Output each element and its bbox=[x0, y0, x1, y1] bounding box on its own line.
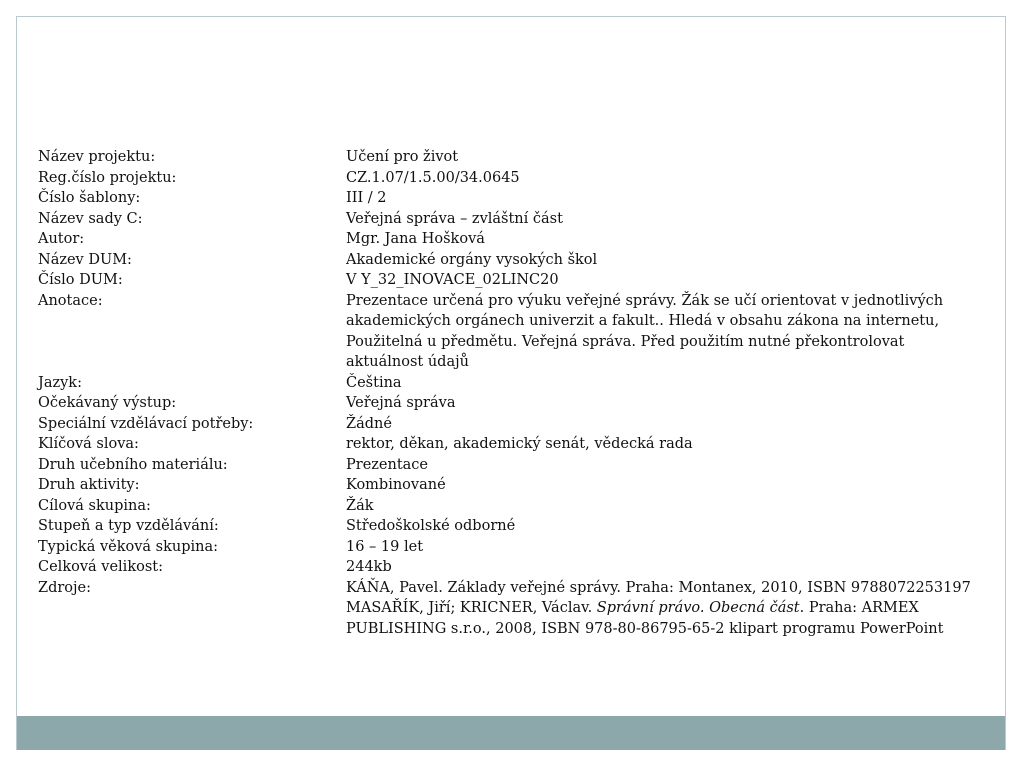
row-value: rektor, děkan, akademický senát, vědecká rada bbox=[346, 436, 693, 452]
row-value: Středoškolské odborné bbox=[346, 518, 516, 534]
metadata-table bbox=[38, 147, 998, 639]
source-text: . Praha: ARMEX bbox=[799, 600, 919, 616]
row-label: Číslo DUM: bbox=[38, 272, 123, 288]
source-title-italic: Správní právo. Obecná část bbox=[596, 600, 800, 616]
table-row bbox=[38, 168, 998, 189]
footer-band bbox=[17, 716, 1005, 750]
source-line bbox=[346, 598, 998, 619]
table-row bbox=[38, 496, 998, 517]
row-label: Název projektu: bbox=[38, 149, 156, 165]
row-label: Celková velikost: bbox=[38, 559, 163, 575]
row-label: Název DUM: bbox=[38, 251, 132, 268]
sources-row-group bbox=[38, 578, 998, 640]
row-value: Prezentace bbox=[346, 456, 429, 473]
table-row bbox=[38, 475, 998, 496]
sources-value bbox=[346, 578, 998, 640]
row-label: Klíčová slova: bbox=[38, 436, 139, 452]
row-value: CZ.1.07/1.5.00/34.0645 bbox=[346, 169, 520, 186]
table-row bbox=[38, 188, 998, 209]
row-value: Veřejná správa – zvláštní část bbox=[346, 210, 563, 227]
row-value: Čeština bbox=[346, 374, 402, 391]
row-value: V Y_32_INOVACE_02LINC20 bbox=[346, 272, 559, 288]
table-row bbox=[38, 516, 998, 537]
source-text: MASAŘÍK, Jiří; KRICNER, Václav. bbox=[346, 600, 597, 616]
row-value: Mgr. Jana Hošková bbox=[346, 231, 485, 247]
annotation-line: akademických orgánech univerzit a fakult.. Hledá v obsahu zákona na internetu, bbox=[346, 313, 940, 329]
row-label: Cílová skupina: bbox=[38, 497, 151, 514]
row-label: Druh učebního materiálu: bbox=[38, 456, 228, 473]
row-label: Zdroje: bbox=[38, 579, 91, 596]
source-line: KÁŇA, Pavel. Základy veřejné správy. Praha: Montanex, 2010, ISBN 9788072253197 bbox=[346, 579, 971, 596]
annotation-line: aktuálnost údajů bbox=[346, 354, 469, 370]
annotation-line: Prezentace určená pro výuku veřejné správy. Žák se učí orientovat v jednotlivých bbox=[346, 292, 944, 309]
table-row bbox=[38, 373, 998, 394]
row-label: Číslo šablony: bbox=[38, 190, 141, 206]
row-value: Kombinované bbox=[346, 477, 446, 493]
source-line: PUBLISHING s.r.o., 2008, ISBN 978-80-86795-65-2 klipart programu PowerPoint bbox=[346, 620, 944, 637]
row-label: Název sady C: bbox=[38, 210, 143, 227]
metadata-rows bbox=[38, 147, 998, 578]
row-label: Typická věková skupina: bbox=[38, 538, 219, 555]
table-row bbox=[38, 455, 998, 476]
table-row bbox=[38, 270, 998, 291]
table-row bbox=[38, 209, 998, 230]
table-row bbox=[38, 250, 998, 271]
table-row bbox=[38, 557, 998, 578]
table-row bbox=[38, 414, 998, 435]
annotation-line: Použitelná u předmětu. Veřejná správa. Před použitím nutné překontrolovat bbox=[346, 333, 905, 350]
row-value: Veřejná správa bbox=[346, 395, 456, 411]
table-row bbox=[38, 434, 998, 455]
table-row bbox=[38, 229, 998, 250]
row-value: Akademické orgány vysokých škol bbox=[346, 251, 598, 268]
table-row bbox=[38, 147, 998, 168]
row-label: Autor: bbox=[38, 231, 85, 247]
row-label: Druh aktivity: bbox=[38, 477, 140, 493]
row-label: Reg.číslo projektu: bbox=[38, 169, 177, 186]
table-row bbox=[38, 537, 998, 558]
row-value bbox=[346, 291, 998, 373]
row-label: Jazyk: bbox=[38, 374, 82, 391]
row-value: Žák bbox=[346, 497, 374, 514]
row-value: III / 2 bbox=[346, 190, 387, 206]
row-value: 244kb bbox=[346, 559, 392, 575]
row-label: Stupeň a typ vzdělávání: bbox=[38, 518, 219, 534]
row-label: Speciální vzdělávací potřeby: bbox=[38, 415, 254, 432]
table-row bbox=[38, 578, 998, 640]
row-label: Anotace: bbox=[38, 292, 103, 309]
row-value: Žádné bbox=[346, 415, 392, 432]
table-row bbox=[38, 393, 998, 414]
row-value: 16 – 19 let bbox=[346, 538, 424, 555]
row-label: Očekávaný výstup: bbox=[38, 395, 177, 411]
row-value: Učení pro život bbox=[346, 149, 459, 165]
table-row bbox=[38, 291, 998, 373]
